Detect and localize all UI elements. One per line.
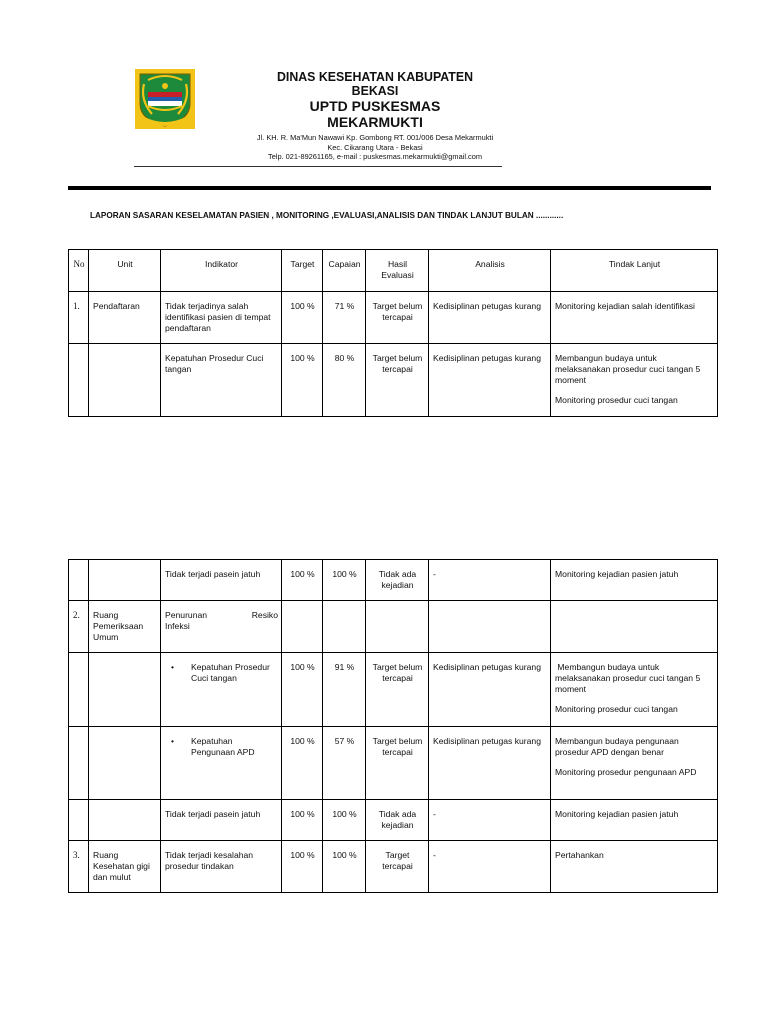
- row-target: 100 %: [290, 662, 315, 672]
- letterhead: [200, 70, 550, 162]
- row-analisis: Kedisiplinan petugas kurang: [433, 301, 541, 311]
- row-capaian: 100 %: [332, 850, 357, 860]
- row-no: 2.: [73, 610, 80, 620]
- row-hasil: Target belum tercapai: [372, 353, 423, 374]
- row-target: 100 %: [290, 301, 315, 311]
- row-capaian: 71 %: [334, 301, 355, 311]
- report-title: LAPORAN SASARAN KESELAMATAN PASIEN , MONITORING ,EVALUASI,ANALISIS DAN TINDAK LANJUT BULAN ............: [90, 211, 564, 220]
- row-tindak-lanjut: Monitoring kejadian salah identifikasi: [555, 301, 695, 311]
- table-row: [69, 727, 718, 800]
- report-table-part-1: [68, 249, 718, 417]
- row-capaian: 80 %: [334, 353, 355, 363]
- letterhead-agency: DINAS KESEHATAN KABUPATEN: [276, 69, 473, 84]
- col-header-unit: Unit: [117, 259, 133, 269]
- row-indikator: Tidak terjadi pasein jatuh: [165, 809, 261, 819]
- col-header-no: No: [73, 259, 85, 269]
- col-header-capaian: Capaian: [328, 259, 361, 269]
- row-unit: Pendaftaran: [93, 301, 140, 311]
- row-hasil: Target belum tercapai: [372, 736, 423, 757]
- bullet-icon: •: [171, 662, 175, 672]
- letterhead-unit-name: MEKARMUKTI: [327, 114, 423, 130]
- row-target: 100 %: [290, 809, 315, 819]
- table-row: [69, 292, 718, 344]
- row-tindak-lanjut: Membangun budaya untuk melaksanakan prosedur cuci tangan 5 moment Monitoring prosedur cuci tangan: [555, 662, 703, 714]
- row-unit: Ruang Kesehatan gigi dan mulut: [93, 850, 150, 882]
- row-target: 100 %: [290, 850, 315, 860]
- col-header-analisis: Analisis: [475, 259, 505, 269]
- bullet-icon: •: [171, 736, 175, 746]
- row-target: 100 %: [290, 353, 315, 363]
- row-indikator: Tidak terjadi pasein jatuh: [165, 569, 261, 579]
- table-row: [69, 841, 718, 893]
- table-header-row: [69, 250, 718, 292]
- row-analisis: -: [433, 809, 436, 819]
- col-header-tindak-lanjut: Tindak Lanjut: [608, 259, 661, 269]
- table-row: [69, 601, 718, 653]
- row-tindak-lanjut: Membangun budaya untuk melaksanakan prosedur cuci tangan 5 moment Monitoring prosedur cuci tangan: [555, 353, 701, 405]
- letterhead-address: Jl. KH. R. Ma'Mun Nawawi Kp. Gombong RT. 001/006 Desa Mekarmukti: [256, 133, 494, 142]
- row-analisis: Kedisiplinan petugas kurang: [433, 353, 541, 363]
- row-tindak-lanjut: Membangun budaya pengunaan prosedur APD dengan benar Monitoring prosedur pengunaan APD: [555, 736, 697, 777]
- row-indikator: • Kepatuhan Prosedur Cuci tangan: [171, 662, 270, 683]
- row-hasil: Target tercapai: [382, 850, 413, 871]
- col-header-target: Target: [290, 259, 315, 269]
- letterhead-contact: Telp. 021-89261165, e-mail : puskesmas.mekarmukti@gmail.com: [268, 152, 482, 162]
- row-capaian: 57 %: [334, 736, 355, 746]
- report-table-part-2: [68, 559, 718, 893]
- row-capaian: 100 %: [332, 569, 357, 579]
- col-header-indikator: Indikator: [205, 259, 238, 269]
- table-row: [69, 560, 718, 601]
- row-hasil: Tidak ada kejadian: [378, 569, 417, 590]
- row-analisis: -: [433, 569, 436, 579]
- row-tindak-lanjut: Pertahankan: [555, 850, 604, 860]
- header-rule: [68, 186, 711, 190]
- row-hasil: Tidak ada kejadian: [378, 809, 417, 830]
- row-tindak-lanjut: Monitoring kejadian pasien jatuh: [555, 809, 679, 819]
- letterhead-region: BEKASI: [351, 83, 399, 98]
- row-target: 100 %: [290, 569, 315, 579]
- letterhead-underline: [134, 166, 502, 167]
- row-analisis: Kedisiplinan petugas kurang: [433, 736, 541, 746]
- row-indikator: • Kepatuhan Pengunaan APD: [171, 736, 255, 757]
- col-header-hasil-evaluasi: Hasil Evaluasi: [381, 259, 414, 280]
- table-row: [69, 800, 718, 841]
- table-row: [69, 344, 718, 417]
- table-row: [69, 653, 718, 727]
- row-hasil: Target belum tercapai: [372, 301, 423, 322]
- row-target: 100 %: [290, 736, 315, 746]
- row-capaian: 91 %: [334, 662, 355, 672]
- row-indikator: Penurunan Resiko Infeksi: [165, 610, 278, 631]
- row-indikator: Kepatuhan Prosedur Cuci tangan: [165, 353, 264, 374]
- letterhead-district: Kec. Cikarang Utara - Bekasi: [327, 142, 423, 152]
- bekasi-regency-emblem: [134, 68, 196, 130]
- row-hasil: Target belum tercapai: [372, 662, 423, 683]
- row-indikator: Tidak terjadi kesalahan prosedur tindakan: [165, 850, 254, 871]
- row-no: 3.: [73, 850, 80, 860]
- row-tindak-lanjut: Monitoring kejadian pasien jatuh: [555, 569, 679, 579]
- row-capaian: 100 %: [332, 809, 357, 819]
- letterhead-unit: UPTD PUSKESMAS: [309, 98, 441, 114]
- row-analisis: -: [433, 850, 436, 860]
- row-analisis: Kedisiplinan petugas kurang: [433, 662, 541, 672]
- row-unit: Ruang Pemeriksaan Umum: [93, 610, 144, 642]
- row-no: 1.: [73, 301, 80, 311]
- row-indikator: Tidak terjadinya salah identifikasi pasien di tempat pendaftaran: [165, 301, 271, 333]
